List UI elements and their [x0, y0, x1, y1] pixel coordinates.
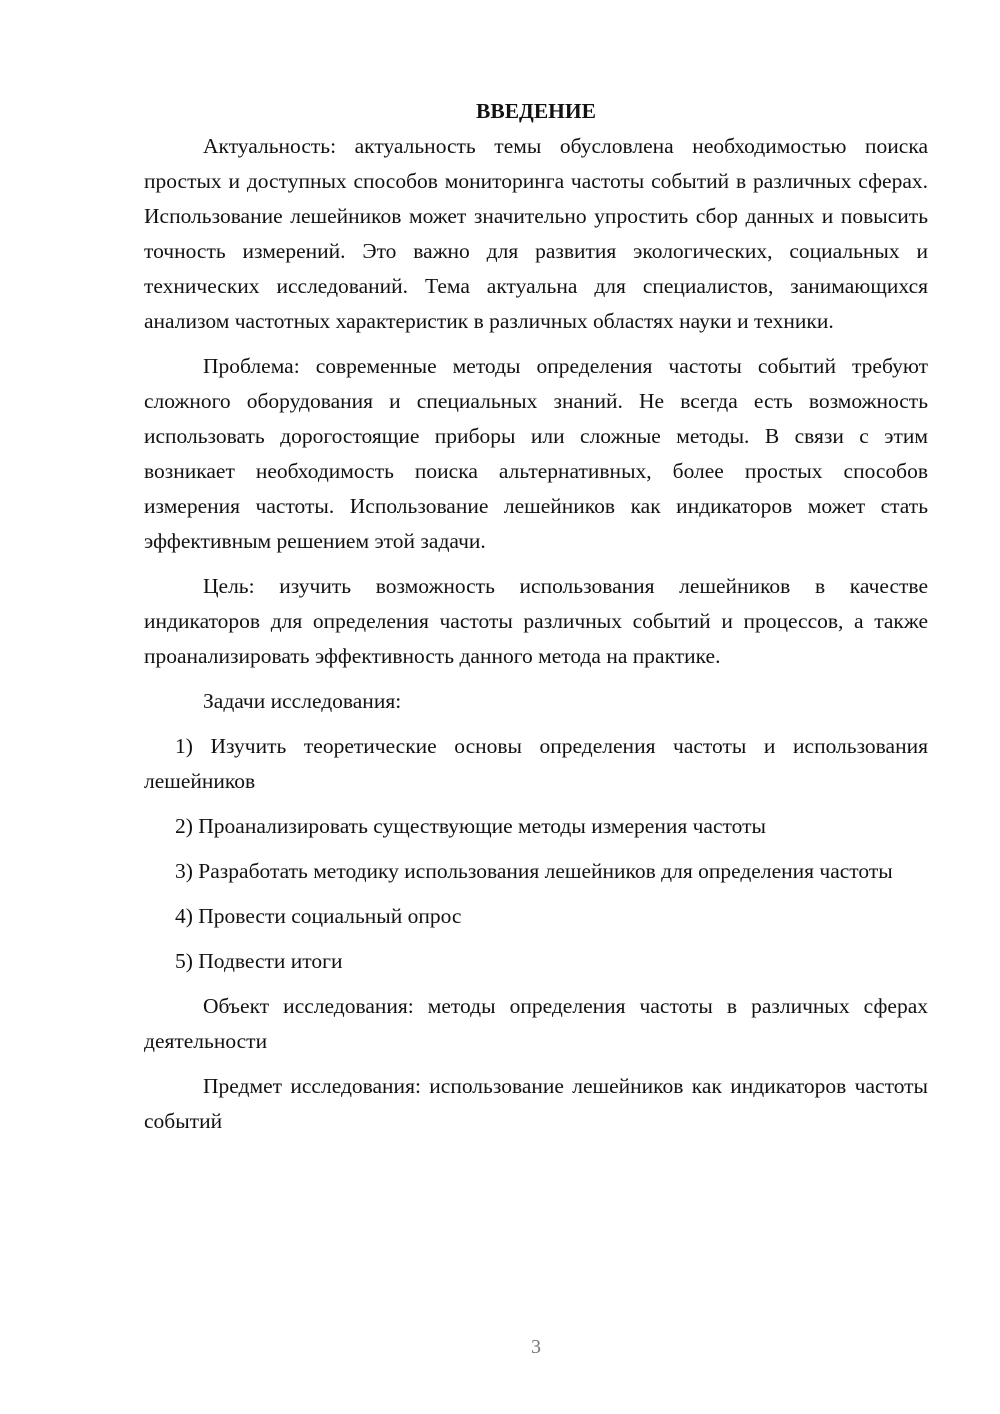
problem-paragraph: Проблема: современные методы определения частоты событий требуют сложного оборудования и специальных знаний. Не всегда есть возможность использовать дорогостоящие приборы или сложные методы. В связи с этим возникает необходимость поиска альтернативных, более простых способов измерения частоты. Использование лешейников как индикаторов может стать эффективным решением этой задачи.	[144, 354, 928, 553]
task-item-3: 3) Разработать методику использования лешейников для определения частоты	[175, 859, 893, 883]
task-item-4: 4) Провести социальный опрос	[175, 904, 462, 928]
task-item-1: 1) Изучить теоретические основы определения частоты и использования лешейников	[144, 734, 928, 793]
page-number: 3	[531, 1336, 541, 1358]
subject-paragraph: Предмет исследования: использование лешейников как индикаторов частоты событий	[144, 1074, 928, 1133]
object-paragraph: Объект исследования: методы определения частоты в различных сферах деятельности	[144, 994, 928, 1053]
task-item-5: 5) Подвести итоги	[175, 949, 343, 973]
goal-paragraph: Цель: изучить возможность использования лешейников в качестве индикаторов для определения частоты различных событий и процессов, а также проанализировать эффективность данного метода на практике.	[144, 574, 928, 668]
section-heading: ВВЕДЕНИЕ	[476, 99, 596, 123]
tasks-heading: Задачи исследования:	[203, 689, 402, 713]
document-body	[144, 93, 928, 1139]
relevance-paragraph: Актуальность: актуальность темы обусловлена необходимостью поиска простых и доступных способов мониторинга частоты событий в различных сферах. Использование лешейников может значительно упростить сбор данных и повысить точность измерений. Это важно для развития экологических, социальных и технических исследований. Тема актуальна для специалистов, занимающихся анализом частотных характеристик в различных областях науки и техники.	[144, 134, 928, 333]
task-item-2: 2) Проанализировать существующие методы измерения частоты	[175, 814, 766, 838]
